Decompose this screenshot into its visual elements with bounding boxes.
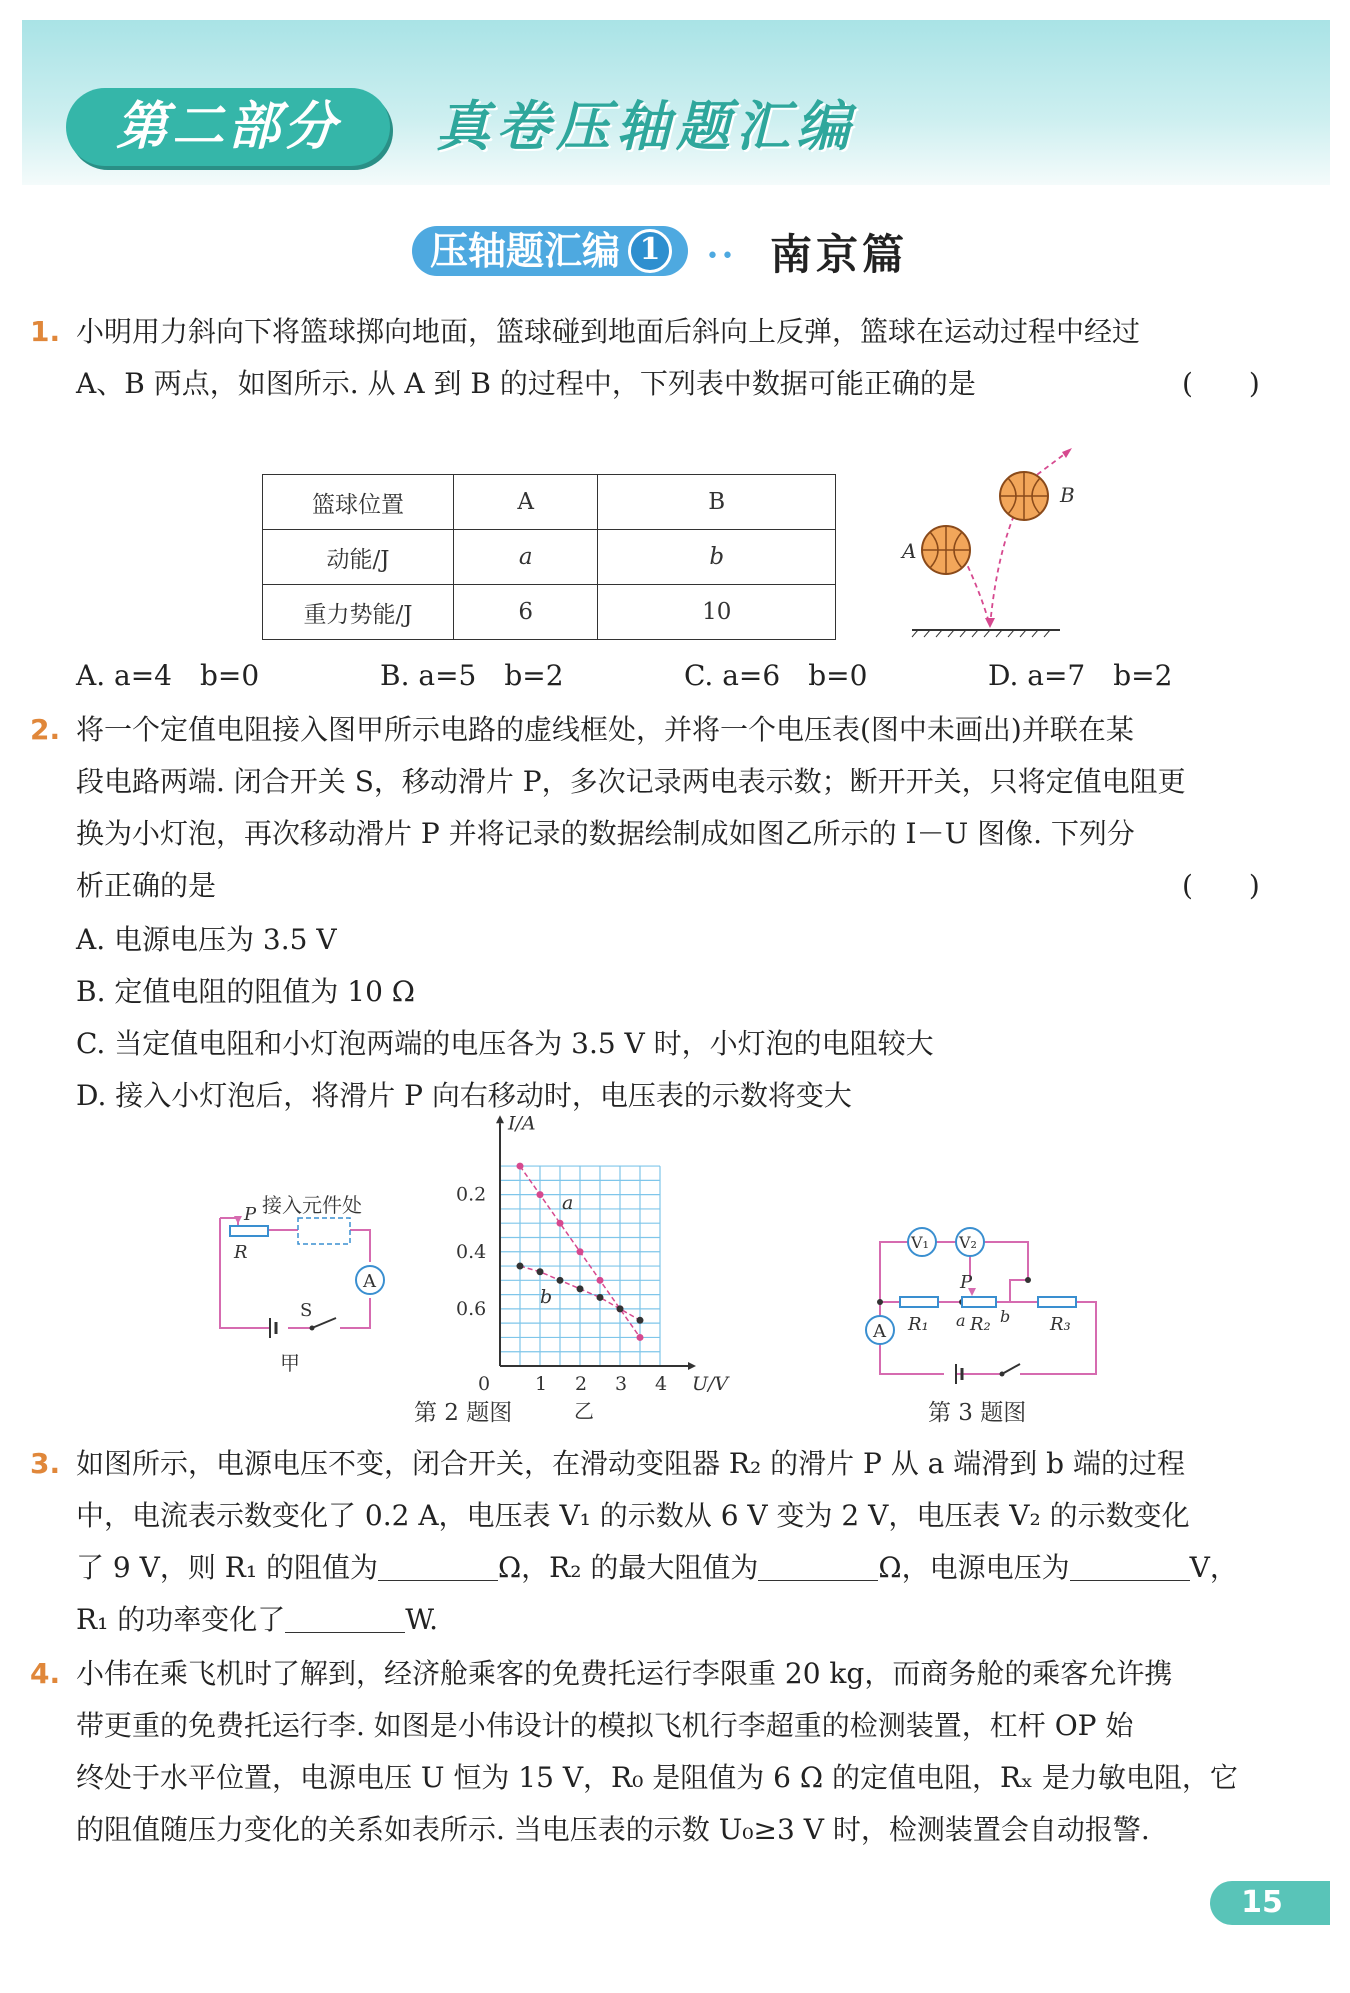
q1-label-b: B — [1060, 483, 1075, 507]
data-point — [637, 1317, 644, 1324]
q1-label-a: A — [902, 539, 917, 563]
section-dots: •• — [706, 244, 736, 269]
table-cell: 动能/J — [263, 530, 454, 585]
data-point — [517, 1163, 524, 1170]
q3-line1: 如图所示，电源电压不变，闭合开关，在滑动变阻器 R₂ 的滑片 P 从 a 端滑到 b 端的过程 — [76, 1447, 1185, 1480]
q3-line3-text-c: Ω，电源电压为 — [878, 1551, 1070, 1584]
graph-labels — [456, 1112, 730, 1423]
q1-table — [262, 474, 836, 640]
y-axis-arrow — [496, 1115, 504, 1123]
part-label: 第二部分 — [66, 88, 390, 166]
q3-label-b: b — [1000, 1307, 1011, 1326]
data-point — [577, 1285, 584, 1292]
q4-line4: 的阻值随压力变化的关系如表所示. 当电压表的示数 U₀≥3 V 时，检测装置会自动报警. — [76, 1813, 1150, 1846]
q2-number: 2. — [30, 713, 61, 746]
y-tick-label: 0.6 — [456, 1297, 487, 1320]
section-number: 1 — [628, 229, 672, 273]
q3-blank-r1[interactable] — [378, 1552, 498, 1581]
data-point — [617, 1305, 624, 1312]
q2-caption: 第 2 题图 — [414, 1400, 513, 1426]
q2-answer-paren: ( ) — [1182, 869, 1260, 902]
data-point — [597, 1277, 604, 1284]
graph-axes — [496, 1115, 696, 1370]
part-title: 真卷压轴题汇编 — [436, 95, 856, 158]
q2-circuit-name: 甲 — [280, 1351, 300, 1375]
q1-line1: 小明用力斜向下将篮球掷向地面，篮球碰到地面后斜向上反弹，篮球在运动过程中经过 — [76, 315, 1141, 348]
x-axis-arrow — [688, 1362, 696, 1370]
graph-grid — [500, 1166, 660, 1366]
q4-line2: 带更重的免费托运行李. 如图是小伟设计的模拟飞机行李超重的检测装置，杠杆 OP 始 — [76, 1709, 1134, 1742]
q2-option-c: C. 当定值电阻和小灯泡两端的电压各为 3.5 V 时，小灯泡的电阻较大 — [76, 1027, 934, 1060]
graph-name: 乙 — [574, 1399, 594, 1423]
q2-ammeter-label: A — [363, 1271, 376, 1292]
data-point — [637, 1334, 644, 1341]
q1-option-b: B. a=5 b=2 — [380, 659, 564, 692]
y-axis-label: I/A — [508, 1112, 536, 1135]
q2-line3: 换为小灯泡，再次移动滑片 P 并将记录的数据绘制成如图乙所示的 I－U 图像. 下列分 — [76, 817, 1135, 850]
x-tick-label: 1 — [535, 1373, 548, 1395]
table-cell: 10 — [598, 585, 836, 640]
x-tick-label: 3 — [615, 1373, 628, 1395]
q3-label-a: a — [956, 1311, 966, 1330]
x-tick-label: 4 — [655, 1373, 668, 1395]
q1-line2: A、B 两点，如图所示. 从 A 到 B 的过程中，下列表中数据可能正确的是 — [76, 367, 976, 400]
section-badge — [412, 226, 688, 276]
table-cell: a — [454, 530, 598, 585]
q1-option-d: D. a=7 b=2 — [988, 659, 1173, 692]
q3-blank-power[interactable] — [285, 1604, 405, 1633]
table-cell: A — [454, 475, 598, 530]
series-label-a: a — [562, 1191, 574, 1214]
q3-line3-text-a: 了 9 V，则 R₁ 的阻值为 — [76, 1551, 378, 1584]
q2-label-s: S — [300, 1300, 313, 1321]
q1-basketball-figure — [890, 440, 1090, 640]
section-label: 压轴题汇编 — [430, 228, 621, 273]
q3-number: 3. — [30, 1447, 61, 1480]
q3-line4 — [76, 1600, 438, 1640]
q3-line3-text-d: V， — [1189, 1551, 1238, 1584]
q2-line1: 将一个定值电阻接入图甲所示电路的虚线框处，并将一个电压表(图中未画出)并联在某 — [76, 713, 1134, 746]
q3-circuit — [860, 1222, 1110, 1392]
q2-circuit-jia — [210, 1190, 410, 1390]
q1-number: 1. — [30, 315, 61, 348]
q1-option-c: C. a=6 b=0 — [684, 659, 868, 692]
q1-option-a: A. a=4 b=0 — [76, 659, 260, 692]
data-point — [517, 1263, 524, 1270]
table-cell: 6 — [454, 585, 598, 640]
data-point — [597, 1294, 604, 1301]
data-point — [557, 1277, 564, 1284]
q3-line3 — [76, 1548, 1238, 1588]
table-cell: B — [598, 475, 836, 530]
table-cell: 重力势能/J — [263, 585, 454, 640]
table-row — [263, 475, 836, 530]
table-row — [263, 530, 836, 585]
q4-number: 4. — [30, 1657, 61, 1690]
table-row — [263, 585, 836, 640]
data-point — [577, 1248, 584, 1255]
table-cell: b — [598, 530, 836, 585]
q3-v1-label: V₁ — [911, 1233, 929, 1252]
q2-line4: 析正确的是 — [76, 869, 217, 902]
q4-line1: 小伟在乘飞机时了解到，经济舱乘客的免费托运行李限重 20 kg，而商务舱的乘客允许携 — [76, 1657, 1173, 1690]
table-cell: 篮球位置 — [263, 475, 454, 530]
q3-line2: 中，电流表示数变化了 0.2 A，电压表 V₁ 的示数从 6 V 变为 2 V，电压表 V₂ 的示数变化 — [76, 1499, 1190, 1532]
q3-blank-voltage[interactable] — [1070, 1552, 1190, 1581]
q2-line2: 段电路两端. 闭合开关 S，移动滑片 P，多次记录两电表示数；断开开关，只将定值电阻更 — [76, 765, 1186, 798]
data-point — [537, 1191, 544, 1198]
q2-option-a: A. 电源电压为 3.5 V — [76, 923, 337, 956]
q3-line4-text-a: R₁ 的功率变化了 — [76, 1603, 286, 1636]
q2-option-d: D. 接入小灯泡后，将滑片 P 向右移动时，电压表的示数将变大 — [76, 1079, 852, 1112]
x-axis-label: U/V — [692, 1373, 729, 1395]
page-number: 15 — [1241, 1885, 1283, 1920]
section-city: 南京篇 — [770, 230, 909, 279]
series-label-b: b — [540, 1286, 553, 1309]
q2-option-b: B. 定值电阻的阻值为 10 Ω — [76, 975, 416, 1008]
q3-label-p: P — [960, 1272, 973, 1293]
q3-label-r3: R₃ — [1050, 1314, 1071, 1335]
q3-label-r2: R₂ — [970, 1314, 991, 1335]
q3-blank-r2[interactable] — [758, 1552, 878, 1581]
q4-line3: 终处于水平位置，电源电压 U 恒为 15 V，R₀ 是阻值为 6 Ω 的定值电阻，Rₓ 是力敏电阻，它 — [76, 1761, 1238, 1794]
q3-line3-text-b: Ω，R₂ 的最大阻值为 — [497, 1551, 759, 1584]
q3-label-r1: R₁ — [908, 1314, 929, 1335]
q2-label-p: P — [244, 1204, 257, 1225]
q3-line4-text-b: W. — [405, 1603, 439, 1636]
y-tick-label: 0.2 — [456, 1183, 487, 1206]
q2-insert-label: 接入元件处 — [262, 1193, 362, 1217]
q3-v2-label: V₂ — [959, 1233, 977, 1252]
x-tick-label: 2 — [575, 1373, 588, 1395]
q3-caption: 第 3 题图 — [928, 1400, 1027, 1426]
q1-answer-paren: ( ) — [1182, 367, 1260, 400]
data-point — [557, 1220, 564, 1227]
origin-label: 0 — [478, 1373, 491, 1395]
q3-ammeter-label: A — [873, 1321, 886, 1342]
data-point — [537, 1268, 544, 1275]
q2-label-r: R — [234, 1242, 248, 1263]
y-tick-label: 0.4 — [456, 1240, 487, 1263]
